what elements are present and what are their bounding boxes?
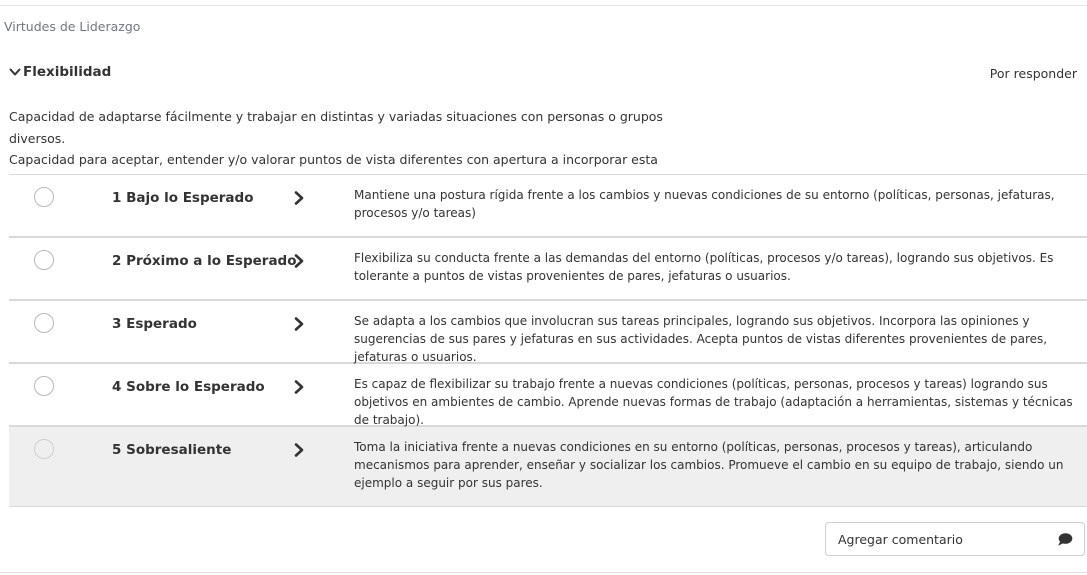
competency-toggle[interactable] — [8, 64, 111, 80]
chevron-right-icon[interactable] — [292, 253, 306, 269]
rating-option-1[interactable] — [9, 175, 1087, 238]
radio-button[interactable] — [34, 313, 54, 333]
top-divider — [0, 0, 1087, 6]
option-description: Se adapta a los cambios que involucran sus tareas principales, logrando sus objetivos. Incorpora las opiniones y sugerencias de sus pares y jefaturas en sus actividades. Acepta puntos de vistas diferentes provenientes de pares, jefaturas o usuarios. — [354, 314, 1048, 364]
bottom-divider — [0, 572, 1087, 573]
rating-option-5[interactable] — [9, 427, 1087, 507]
status-label: Por responder — [989, 66, 1077, 81]
description-line: Capacidad de adaptarse fácilmente y trabajar en distintas y variadas situaciones con personas o grupos diversos. — [9, 109, 663, 146]
competency-name: Flexibilidad — [23, 64, 112, 80]
rating-options — [9, 174, 1087, 507]
option-description: Es capaz de flexibilizar su trabajo frente a nuevas condiciones (políticas, personas, procesos y tareas) logrando sus objetivos en ambientes de cambio. Aprende nuevas formas de trabajo (adaptación a herramientas, sistemas y técnicas de trabajo). — [354, 377, 1073, 427]
option-description: Toma la iniciativa frente a nuevas condiciones en su entorno (políticas, personas, procesos y tareas), articulando mecanismos para aprender, enseñar y socializar los cambios. Promueve el cambio en su equipo de trabajo, siendo un ejemplo a seguir por sus pares. — [354, 440, 1064, 490]
chevron-right-icon[interactable] — [292, 379, 306, 395]
radio-button[interactable] — [34, 439, 54, 459]
option-description: Flexibiliza su conducta frente a las demandas del entorno (políticas, procesos y/o tareas), logrando sus objetivos. Es tolerante a puntos de vistas provenientes de pares, jefaturas o usuarios. — [354, 251, 1054, 283]
option-label: 4 Sobre lo Esperado — [112, 379, 265, 395]
rating-option-4[interactable] — [9, 364, 1087, 427]
chevron-down-icon — [8, 65, 22, 79]
radio-button[interactable] — [34, 187, 54, 207]
rating-option-3[interactable] — [9, 301, 1087, 364]
chevron-right-icon[interactable] — [292, 442, 306, 458]
option-label: 2 Próximo a lo Esperado — [112, 253, 297, 269]
option-label: 1 Bajo lo Esperado — [112, 190, 254, 206]
radio-button[interactable] — [34, 376, 54, 396]
description-line: Capacidad para aceptar, entender y/o valorar puntos de vista diferentes con apertura a incorporar esta — [9, 152, 658, 167]
option-description: Mantiene una postura rígida frente a los cambios y nuevas condiciones de su entorno (políticas, personas, jefaturas, procesos y/o tareas) — [354, 188, 1055, 220]
radio-button[interactable] — [34, 250, 54, 270]
section-title: Virtudes de Liderazgo — [4, 19, 141, 34]
rating-option-2[interactable] — [9, 238, 1087, 301]
chevron-right-icon[interactable] — [292, 190, 306, 206]
chevron-right-icon[interactable] — [292, 316, 306, 332]
add-comment-label: Agregar comentario — [838, 532, 963, 547]
speech-bubble-icon — [1057, 532, 1073, 547]
option-label: 5 Sobresaliente — [112, 442, 232, 458]
option-label: 3 Esperado — [112, 316, 197, 332]
add-comment-button[interactable] — [825, 522, 1085, 556]
